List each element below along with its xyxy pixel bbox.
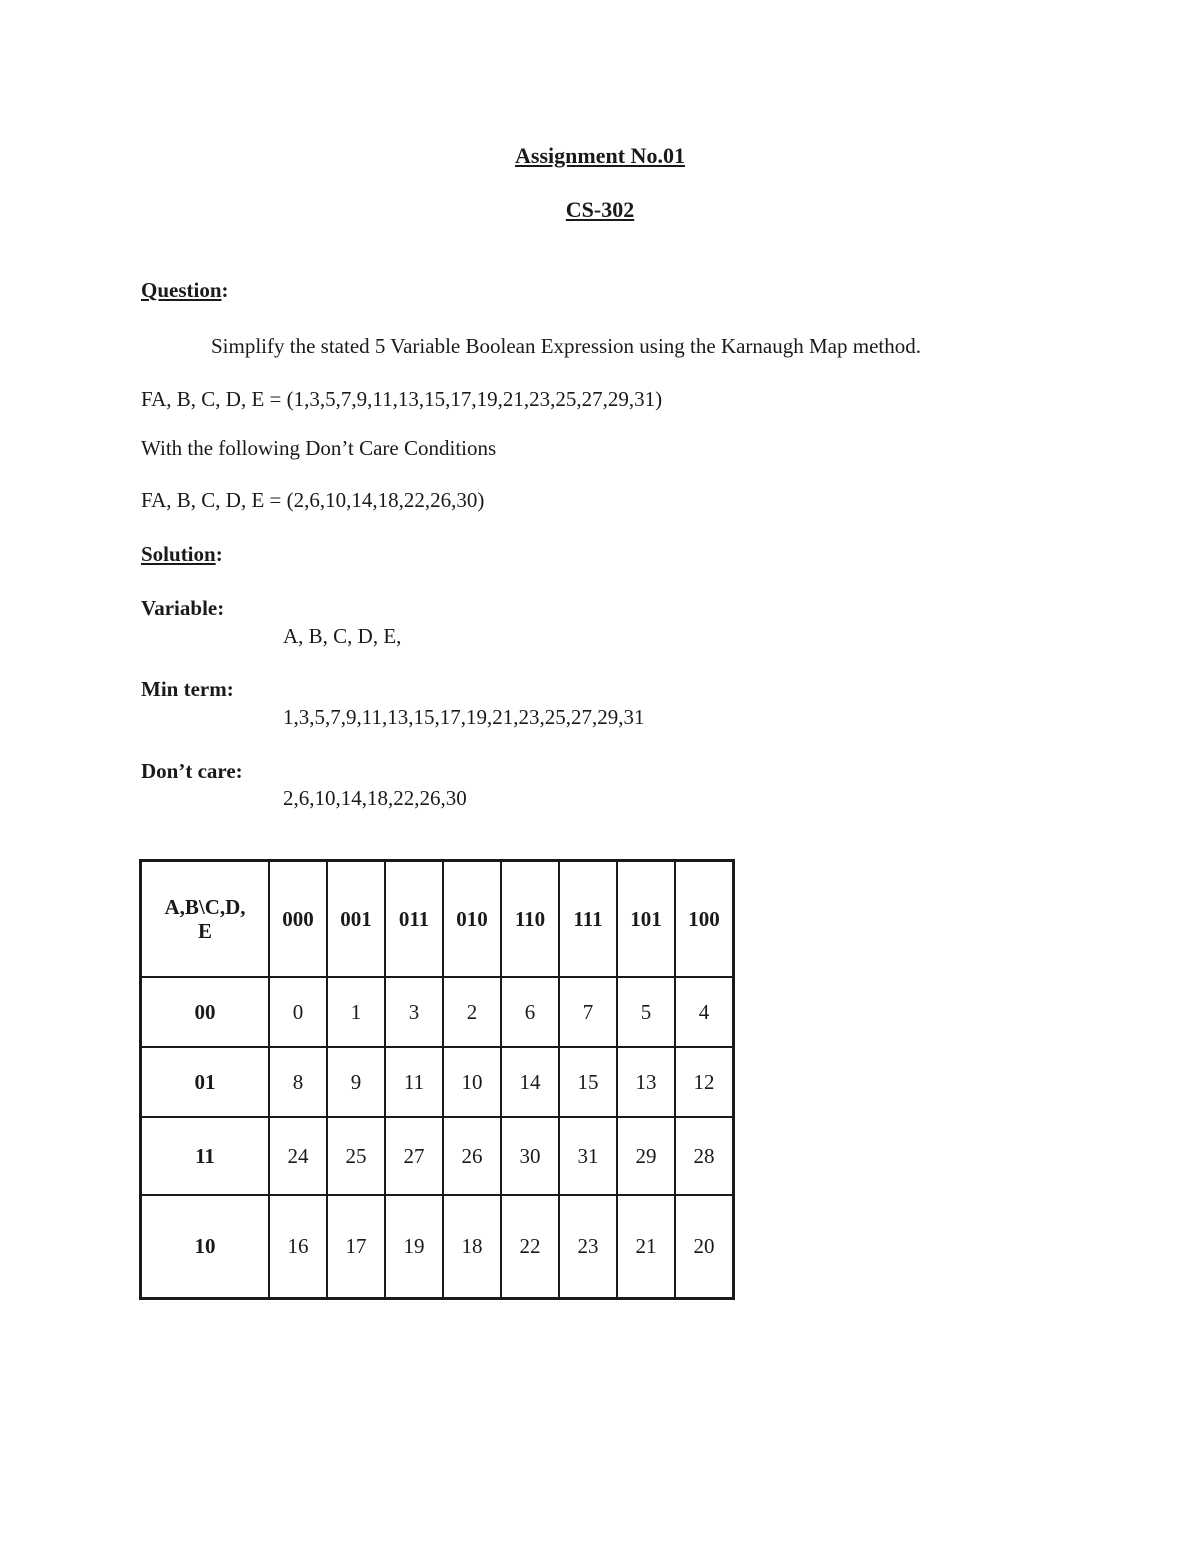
kmap-cell: 26	[443, 1117, 501, 1195]
kmap-cell: 7	[559, 977, 617, 1047]
kmap-cell: 24	[269, 1117, 327, 1195]
kmap-cell: 27	[385, 1117, 443, 1195]
kmap-column-header: 101	[617, 861, 675, 978]
kmap-cell: 31	[559, 1117, 617, 1195]
kmap-row-header: 00	[141, 977, 270, 1047]
course-code: CS-302	[565, 197, 635, 222]
dontcare-label: Don’t care:	[141, 759, 243, 783]
kmap-column-header: 010	[443, 861, 501, 978]
solution-heading	[141, 542, 223, 567]
kmap-row	[141, 1047, 734, 1117]
kmap-row	[141, 1195, 734, 1299]
kmap-column-header: 100	[675, 861, 734, 978]
kmap-cell: 28	[675, 1117, 734, 1195]
minterm-value: 1,3,5,7,9,11,13,15,17,19,21,23,25,27,29,31	[283, 705, 645, 729]
dont-care-intro: With the following Don’t Care Conditions	[141, 436, 497, 460]
dont-care-expression: FA, B, C, D, E = (2,6,10,14,18,22,26,30)	[141, 488, 485, 512]
kmap-cell: 2	[443, 977, 501, 1047]
kmap-cell: 11	[385, 1047, 443, 1117]
kmap-cell: 4	[675, 977, 734, 1047]
kmap-column-header: 000	[269, 861, 327, 978]
kmap-cell: 10	[443, 1047, 501, 1117]
kmap-corner-header	[141, 861, 270, 978]
dontcare-value: 2,6,10,14,18,22,26,30	[283, 786, 467, 810]
solution-label: Solution	[141, 542, 216, 566]
kmap-cell: 6	[501, 977, 559, 1047]
assignment-title: Assignment No.01	[515, 143, 685, 168]
kmap-cell: 18	[443, 1195, 501, 1299]
kmap-cell: 25	[327, 1117, 385, 1195]
kmap-cell: 9	[327, 1047, 385, 1117]
kmap-cell: 12	[675, 1047, 734, 1117]
kmap-cell: 16	[269, 1195, 327, 1299]
kmap-row	[141, 977, 734, 1047]
kmap-row-header: 11	[141, 1117, 270, 1195]
kmap-cell: 17	[327, 1195, 385, 1299]
kmap-row-header: 10	[141, 1195, 270, 1299]
kmap-column-header: 011	[385, 861, 443, 978]
question-label: Question	[141, 278, 222, 302]
minterm-label: Min term:	[141, 677, 234, 701]
kmap-cell: 20	[675, 1195, 734, 1299]
kmap-row	[141, 1117, 734, 1195]
kmap-cell: 15	[559, 1047, 617, 1117]
karnaugh-map-table	[139, 859, 735, 1300]
solution-colon: :	[215, 542, 223, 566]
kmap-cell: 0	[269, 977, 327, 1047]
kmap-cell: 29	[617, 1117, 675, 1195]
kmap-cell: 5	[617, 977, 675, 1047]
kmap-row-header: 01	[141, 1047, 270, 1117]
variable-value: A, B, C, D, E,	[283, 624, 402, 648]
kmap-column-header: 001	[327, 861, 385, 978]
question-heading	[141, 278, 229, 303]
kmap-column-header: 110	[501, 861, 559, 978]
question-colon: :	[221, 278, 229, 302]
kmap-cell: 8	[269, 1047, 327, 1117]
kmap-cell: 30	[501, 1117, 559, 1195]
question-prompt: Simplify the stated 5 Variable Boolean Expression using the Karnaugh Map method.	[211, 334, 921, 358]
corner-line-1: A,B\C,D,	[164, 894, 246, 919]
kmap-cell: 14	[501, 1047, 559, 1117]
kmap-cell: 23	[559, 1195, 617, 1299]
corner-line-2: E	[197, 919, 212, 943]
kmap-column-header: 111	[559, 861, 617, 978]
kmap-header-row	[141, 861, 734, 978]
kmap-cell: 3	[385, 977, 443, 1047]
kmap-cell: 22	[501, 1195, 559, 1299]
variable-label: Variable:	[141, 596, 225, 620]
kmap-cell: 1	[327, 977, 385, 1047]
kmap-cell: 19	[385, 1195, 443, 1299]
kmap-cell: 13	[617, 1047, 675, 1117]
minterms-expression: FA, B, C, D, E = (1,3,5,7,9,11,13,15,17,19,21,23,25,27,29,31)	[141, 387, 663, 411]
kmap-cell: 21	[617, 1195, 675, 1299]
